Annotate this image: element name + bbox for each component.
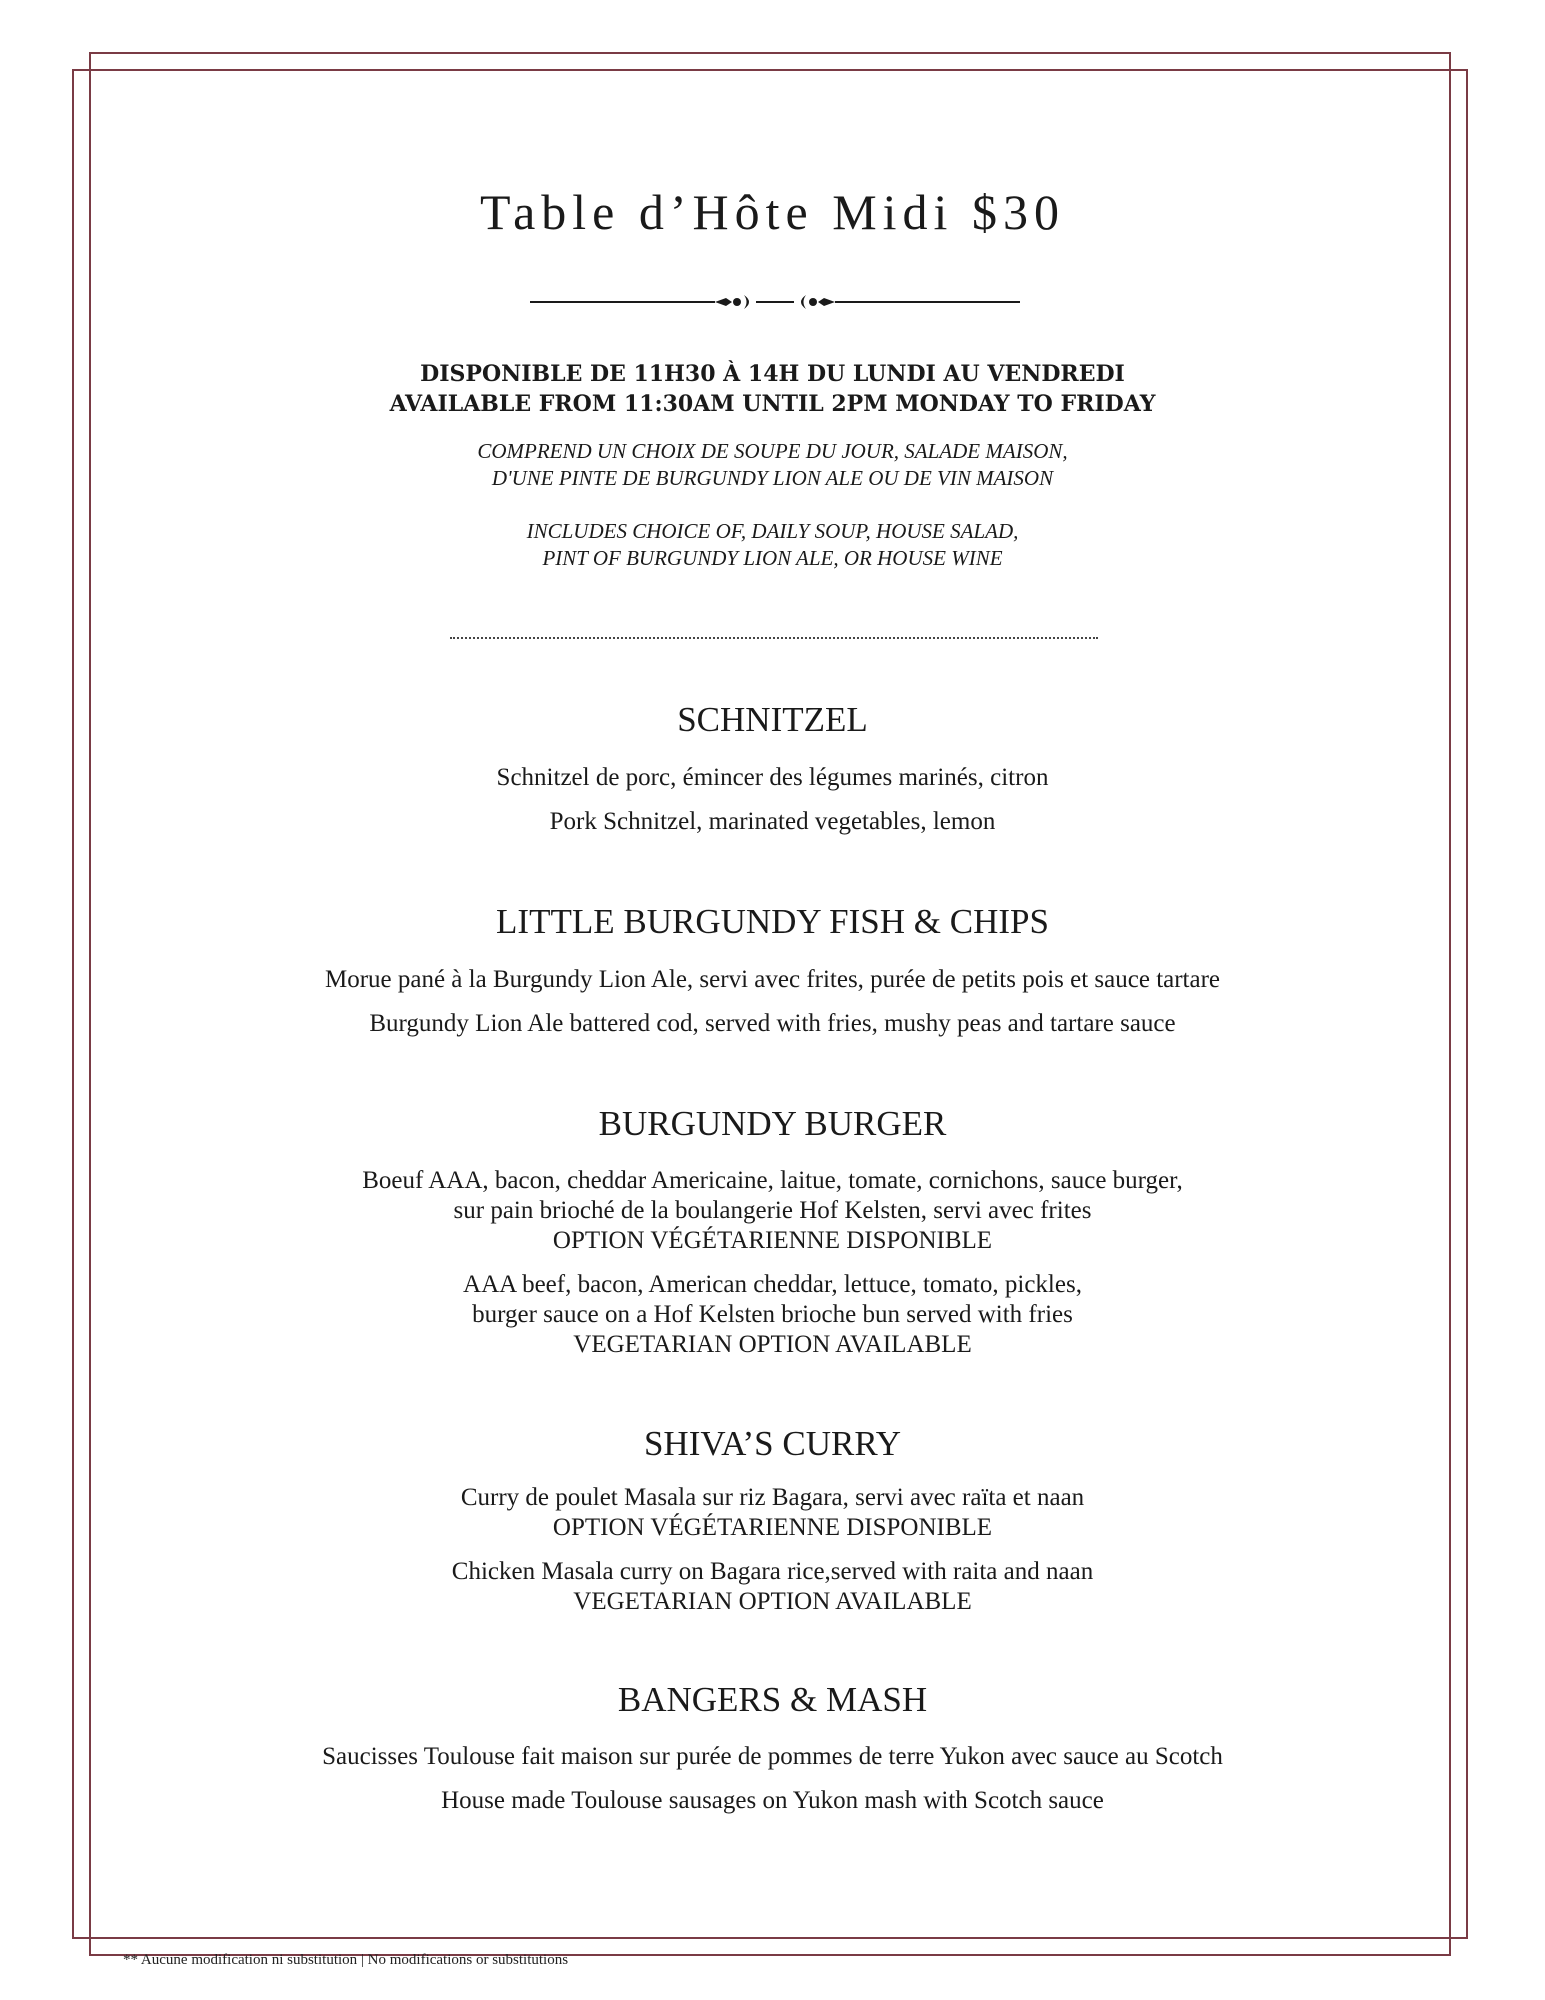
- dish-name-fish-chips: LITTLE BURGUNDY FISH & CHIPS: [496, 902, 1049, 941]
- dish-desc-bangers-fr: Saucisses Toulouse fait maison sur purée de pommes de terre Yukon avec sauce au Scotch: [322, 1743, 1223, 1770]
- dish-desc-fish-chips-en: Burgundy Lion Ale battered cod, served with fries, mushy peas and tartare sauce: [369, 1010, 1176, 1037]
- ornament-divider-icon: [530, 284, 1020, 320]
- dish-desc-burger-en-line2: burger sauce on a Hof Kelsten brioche bun served with fries: [472, 1301, 1073, 1328]
- inner-frame: [72, 69, 1468, 1939]
- dish-desc-schnitzel-fr: Schnitzel de porc, émincer des légumes marinés, citron: [496, 764, 1049, 791]
- dish-desc-schnitzel-en: Pork Schnitzel, marinated vegetables, lemon: [549, 808, 996, 835]
- dish-desc-burger-fr-line1: Boeuf AAA, bacon, cheddar Americaine, laitue, tomate, cornichons, sauce burger,: [362, 1167, 1183, 1194]
- footnote: ** Aucune modification ni substitution | No modifications or substitutions: [123, 1952, 569, 1968]
- dish-name-curry: SHIVA’S CURRY: [643, 1424, 902, 1463]
- dish-desc-burger-fr-line3: OPTION VÉGÉTARIENNE DISPONIBLE: [552, 1227, 993, 1254]
- includes-fr-line2: D'UNE PINTE DE BURGUNDY LION ALE OU DE VIN MAISON: [491, 466, 1054, 490]
- page-title: Table d’Hôte Midi $30: [480, 184, 1065, 240]
- dish-desc-curry-en-line2: VEGETARIAN OPTION AVAILABLE: [573, 1588, 972, 1615]
- dish-desc-burger-en-line1: AAA beef, bacon, American cheddar, lettuce, tomato, pickles,: [463, 1271, 1082, 1298]
- dish-name-schnitzel: SCHNITZEL: [677, 700, 868, 739]
- availability-en: AVAILABLE FROM 11:30AM UNTIL 2PM MONDAY TO FRIDAY: [389, 391, 1156, 417]
- dish-desc-burger-en-line3: VEGETARIAN OPTION AVAILABLE: [573, 1331, 972, 1358]
- dotted-divider: [450, 637, 1098, 639]
- dish-name-burger: BURGUNDY BURGER: [598, 1104, 947, 1143]
- includes-fr-line1: COMPREND UN CHOIX DE SOUPE DU JOUR, SALADE MAISON,: [477, 439, 1068, 463]
- includes-en-line2: PINT OF BURGUNDY LION ALE, OR HOUSE WINE: [542, 546, 1003, 570]
- dish-desc-burger-fr-line2: sur pain brioché de la boulangerie Hof Kelsten, servi avec frites: [453, 1197, 1092, 1224]
- dish-desc-curry-fr-line1: Curry de poulet Masala sur riz Bagara, servi avec raïta et naan: [460, 1484, 1085, 1511]
- dish-desc-fish-chips-fr: Morue pané à la Burgundy Lion Ale, servi avec frites, purée de petits pois et sauce tartare: [324, 966, 1221, 993]
- includes-en-line1: INCLUDES CHOICE OF, DAILY SOUP, HOUSE SALAD,: [526, 519, 1019, 543]
- dish-name-bangers: BANGERS & MASH: [617, 1680, 928, 1719]
- dish-desc-curry-fr-line2: OPTION VÉGÉTARIENNE DISPONIBLE: [552, 1514, 993, 1541]
- availability-fr: DISPONIBLE DE 11H30 À 14H DU LUNDI AU VENDREDI: [420, 361, 1125, 387]
- dish-desc-curry-en-line1: Chicken Masala curry on Bagara rice,served with raita and naan: [451, 1558, 1094, 1585]
- dish-desc-bangers-en: House made Toulouse sausages on Yukon mash with Scotch sauce: [441, 1787, 1104, 1814]
